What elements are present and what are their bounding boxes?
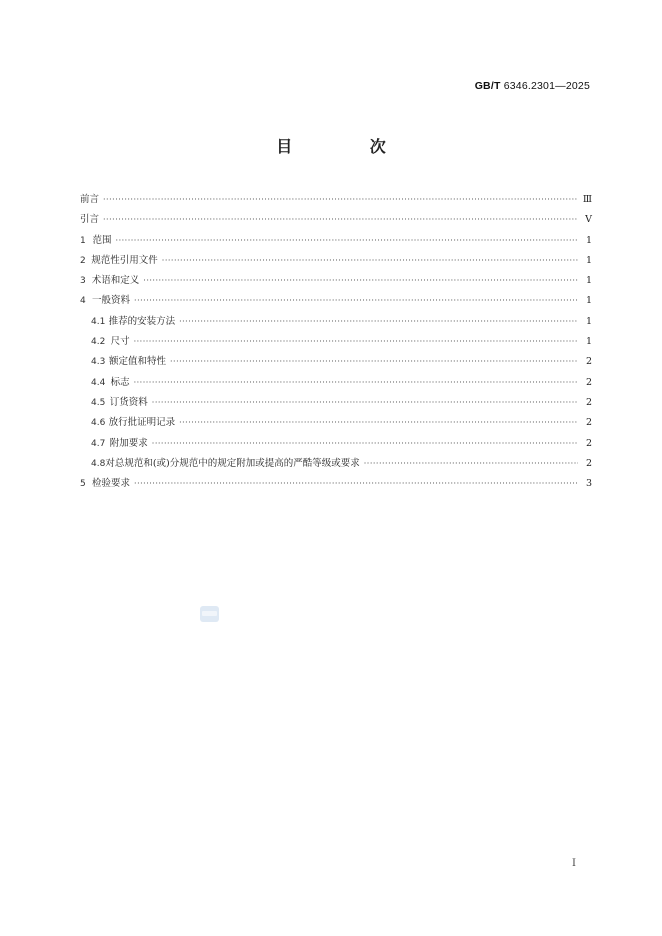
toc-entry[interactable] xyxy=(80,373,592,393)
toc-leader-dots xyxy=(103,190,578,210)
toc-entry-number: 4.2 xyxy=(91,337,106,348)
toc-entry-page: 1 xyxy=(585,234,592,246)
toc-entry[interactable] xyxy=(80,190,592,210)
toc-entry[interactable] xyxy=(80,271,592,291)
standard-number: 6346.2301—2025 xyxy=(503,80,590,92)
toc-entry-page: 1 xyxy=(585,295,592,307)
toc-entry[interactable] xyxy=(80,291,592,311)
toc-entry[interactable] xyxy=(80,474,592,494)
toc-leader-dots xyxy=(179,413,578,433)
toc-entry-label: 规范性引用文件 xyxy=(91,254,158,266)
toc-entry-label: 推荐的安装方法 xyxy=(108,315,176,327)
toc-leader-dots xyxy=(103,210,578,230)
toc-leader-dots xyxy=(162,251,578,271)
toc-entry[interactable] xyxy=(80,332,592,352)
toc-entry-label: 前言 xyxy=(80,194,100,205)
toc-leader-dots xyxy=(134,291,578,311)
toc-leader-dots xyxy=(134,332,578,352)
toc-entry[interactable] xyxy=(80,231,592,251)
toc-leader-dots xyxy=(134,474,578,494)
toc-entry-label: 检验要求 xyxy=(92,478,131,490)
standard-code xyxy=(475,80,590,92)
toc-entry-label: 一般资料 xyxy=(92,295,131,307)
toc-leader-dots xyxy=(134,373,578,393)
toc-entry-page: 3 xyxy=(585,478,592,490)
toc-entry-label: 额定值和特性 xyxy=(108,356,166,368)
toc-leader-dots xyxy=(364,454,578,474)
toc-entry-page: 2 xyxy=(585,417,592,429)
toc-entry-number: 3 xyxy=(80,276,86,287)
toc-entry-label: 标志 xyxy=(110,376,130,388)
toc-leader-dots xyxy=(116,231,578,251)
toc-entry-page: 2 xyxy=(585,437,592,449)
toc-entry-number: 4.3 xyxy=(91,357,106,368)
toc-entry-label: 引言 xyxy=(80,214,100,226)
page-number: I xyxy=(572,858,576,869)
toc-leader-dots xyxy=(170,352,578,372)
toc-title: 目 次 xyxy=(276,137,422,156)
toc-entry-page: 1 xyxy=(585,275,592,287)
toc-entry-number: 4 xyxy=(80,296,86,307)
toc-entry-number: 4.5 xyxy=(91,397,106,408)
toc-entry-number: 4.6 xyxy=(91,418,106,429)
toc-leader-dots xyxy=(152,434,578,454)
toc-entry[interactable] xyxy=(80,393,592,413)
toc-entry-page: 2 xyxy=(585,356,592,368)
toc-entry-label: 订货资料 xyxy=(109,396,148,408)
toc-entry[interactable] xyxy=(80,413,592,433)
toc-entry-page: 2 xyxy=(585,376,592,388)
toc-leader-dots xyxy=(143,271,578,291)
table-of-contents xyxy=(80,190,592,494)
toc-entry-page: 1 xyxy=(585,254,592,266)
toc-entry-label: 尺寸 xyxy=(110,336,130,348)
toc-entry-page: 1 xyxy=(585,336,592,348)
toc-entry-number: 2 xyxy=(80,255,86,266)
toc-entry-page: Ⅲ xyxy=(582,194,592,205)
toc-entry-page: 2 xyxy=(585,396,592,408)
toc-entry-page: Ⅴ xyxy=(585,214,592,226)
toc-leader-dots xyxy=(152,393,578,413)
toc-entry-page: 2 xyxy=(585,457,592,469)
standard-prefix: GB/T xyxy=(474,80,501,92)
toc-entry-number: 5 xyxy=(80,479,86,490)
toc-entry-number: 4.7 xyxy=(91,438,106,449)
toc-entry[interactable] xyxy=(80,210,592,230)
toc-entry[interactable] xyxy=(80,251,592,271)
toc-entry-number: 4.8 xyxy=(91,458,106,469)
toc-entry-label: 附加要求 xyxy=(109,437,148,449)
toc-entry-label: 范围 xyxy=(92,234,112,246)
toc-entry[interactable] xyxy=(80,352,592,372)
toc-entry-number: 4.1 xyxy=(91,316,106,327)
toc-entry-label: 术语和定义 xyxy=(91,275,140,287)
toc-entry[interactable] xyxy=(80,454,592,474)
toc-entry[interactable] xyxy=(80,434,592,454)
watermark-logo-icon xyxy=(200,606,219,622)
toc-entry-number: 4.4 xyxy=(91,377,106,388)
toc-entry-page: 1 xyxy=(585,315,592,327)
toc-entry-label: 对总规范和(或)分规范中的规定附加或提高的严酷等级或要求 xyxy=(105,457,360,469)
toc-entry[interactable] xyxy=(80,312,592,332)
toc-leader-dots xyxy=(179,312,578,332)
toc-entry-number: 1 xyxy=(80,235,86,246)
toc-entry-label: 放行批证明记录 xyxy=(108,417,176,429)
